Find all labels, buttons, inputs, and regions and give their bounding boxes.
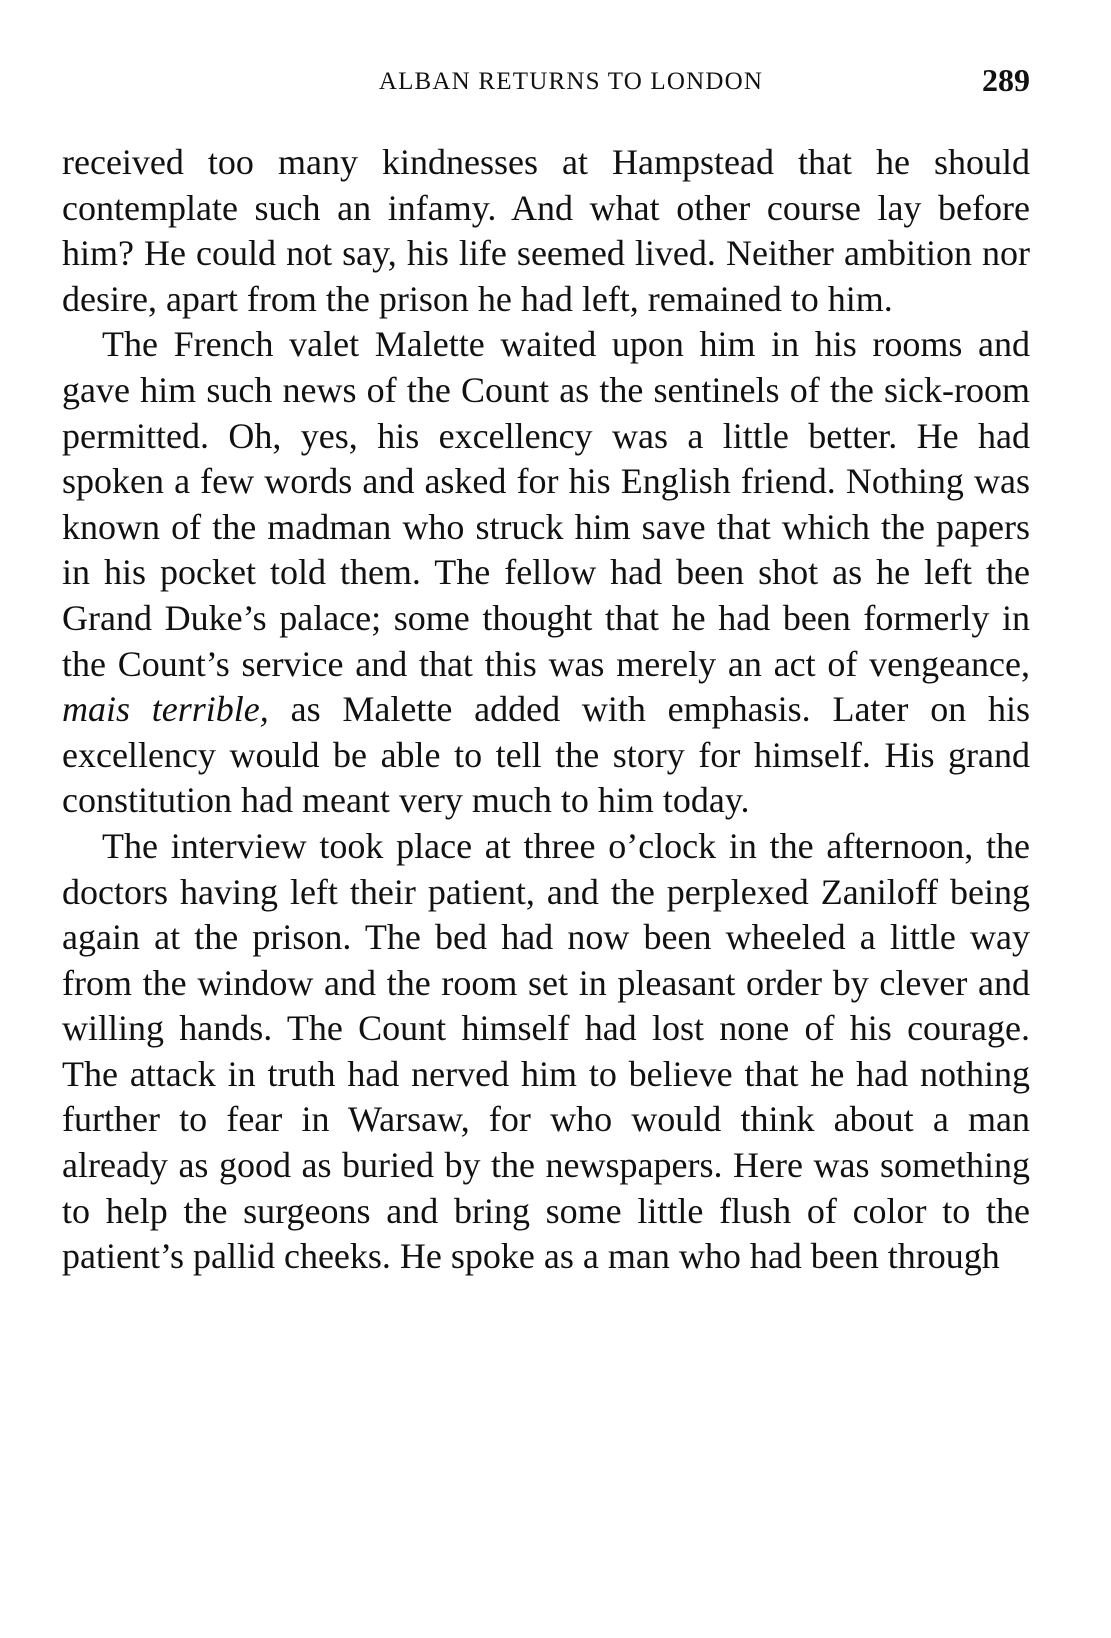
paragraph-2-italic-phrase: mais terrible, xyxy=(62,689,269,730)
body-text xyxy=(62,140,1030,1280)
running-head xyxy=(62,62,1030,102)
running-title: ALBAN RETURNS TO LONDON xyxy=(378,68,764,95)
paragraph-2-text-before: The French valet Malette waited upon him in his rooms and gave him such news of the Count as the sentinels of the sick-room permitted. Oh, yes, his excellency was a little better. He had spoken a few words and asked for his English friend. Nothing was known of the madman who struck him save that which the papers in his pocket told them. The fellow had been shot as he left the Grand Duke’s palace; some thought that he had been formerly in the Count’s service and that this was merely an act of vengeance, xyxy=(62,324,1030,684)
paragraph-3-text: The interview took place at three o’clock in the afternoon, the doctors having left their patient, and the perplexed Zaniloff being again at the prison. The bed had now been wheeled a little way from the window and the room set in pleasant order by clever and willing hands. The Count himself had lost none of his courage. The attack in truth had nerved him to believe that he had nothing further to fear in Warsaw, for who would think about a man already as good as buried by the newspapers. Here was something to help the surgeons and bring some little flush of color to the patient’s pallid cheeks. He spoke as a man who had been through xyxy=(62,825,1030,1277)
page-number: 289 xyxy=(982,62,1030,98)
paragraph-2 xyxy=(62,322,1030,824)
paragraph-1-text: received too many kindnesses at Hampstead that he should contemplate such an infamy. And what other course lay before him? He could not say, his life seemed lived. Neither ambition nor desire, apart from the prison he had left, remained to him. xyxy=(62,142,1030,319)
paragraph-1 xyxy=(62,140,1030,322)
paragraph-2-text-after: as Malette added with emphasis. Later on his excellency would be able to tell the story for himself. His grand constitution had meant very much to him today. xyxy=(62,689,1030,821)
paragraph-3 xyxy=(62,824,1030,1280)
